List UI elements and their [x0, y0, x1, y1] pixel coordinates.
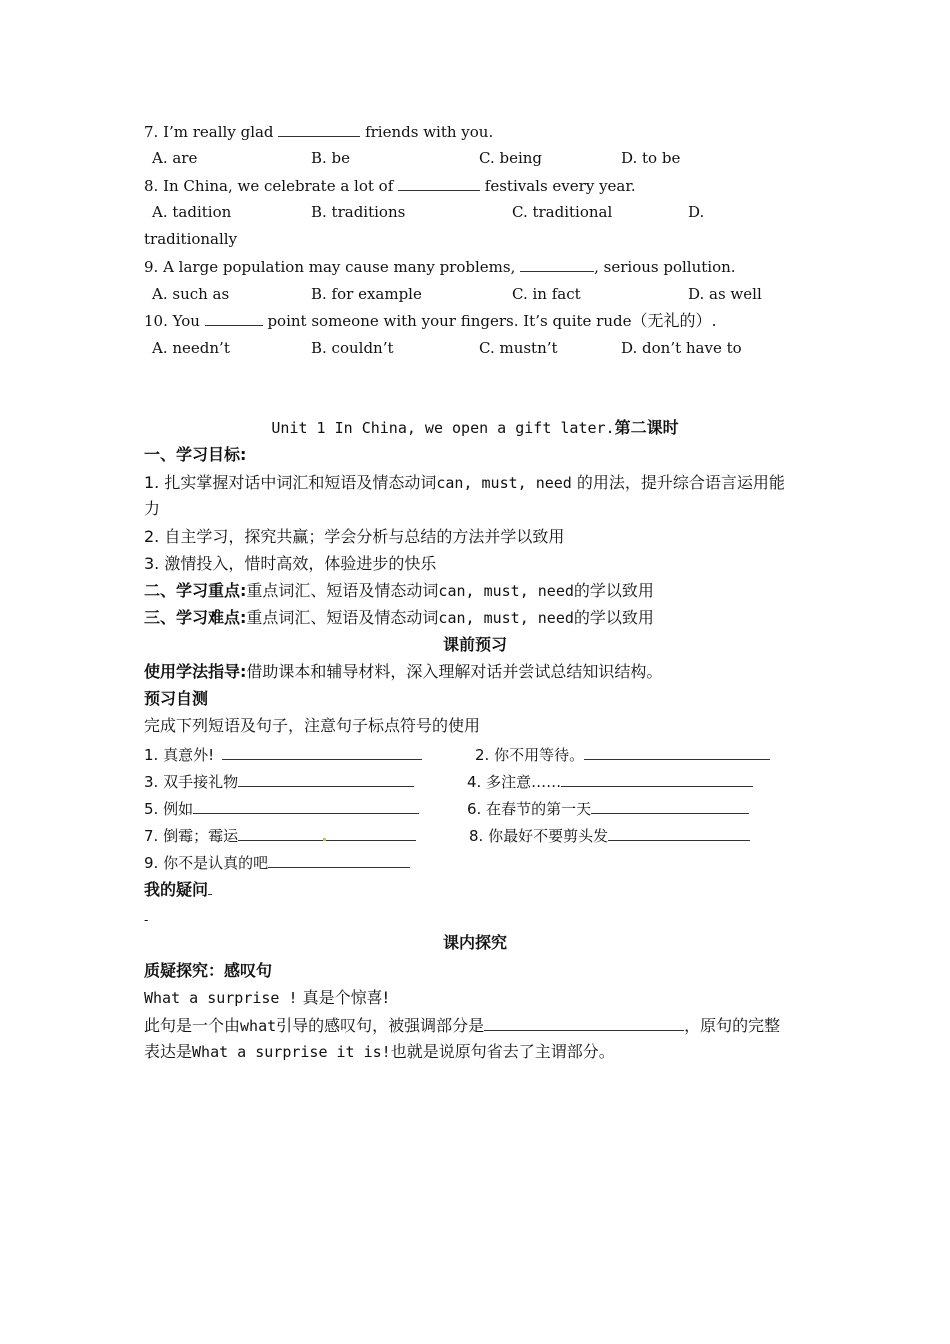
- option-d: D. don’t have to: [621, 339, 742, 357]
- explanation-text: 此句是一个由: [144, 1016, 241, 1035]
- option-b: B. couldn’t: [311, 339, 394, 357]
- preview-item-text: 6. 在春节的第一天: [467, 800, 592, 818]
- explanation-en: What a surprise it is!: [192, 1043, 391, 1061]
- goal-item-1-en: can, must, need: [436, 474, 572, 492]
- goal-item-1-text: 1. 扎实掌握对话中词汇和短语及情态动词: [144, 473, 437, 492]
- question-8-text: 8. In China, we celebrate a lot of: [144, 177, 399, 195]
- preview-item-1: [144, 744, 422, 765]
- option-d: D. to be: [621, 149, 681, 167]
- method-guide-text: 借助课本和辅导材料，深入理解对话并尝试总结知识结构。: [246, 662, 663, 681]
- answer-blank[interactable]: [193, 798, 419, 814]
- self-test-instruction: 完成下列短语及句子，注意句子标点符号的使用: [144, 716, 481, 735]
- preview-item-2: [475, 744, 770, 765]
- question-9-text: 9. A large population may cause many problems,: [144, 258, 521, 276]
- option-c: C. mustn’t: [479, 339, 558, 357]
- my-questions-heading: [144, 879, 212, 900]
- question-10-cn-note: （无礼的）.: [631, 311, 717, 330]
- difficulties-text-end: 的学以致用: [573, 608, 654, 627]
- explanation-text: 表达是: [144, 1042, 193, 1061]
- option-a: A. needn’t: [152, 339, 230, 357]
- answer-blank[interactable]: [484, 1015, 684, 1031]
- explanation-text-end: ，原句的完整: [684, 1016, 781, 1035]
- preview-item-3: [144, 771, 414, 792]
- answer-blank[interactable]: [268, 852, 410, 868]
- preview-item-text: 5. 例如: [144, 800, 194, 818]
- answer-blank[interactable]: [584, 744, 770, 760]
- explanation-en: what: [240, 1017, 277, 1035]
- difficulties-label: 三、学习难点:: [144, 608, 247, 627]
- goal-item-2: 2. 自主学习，探究共赢；学会分析与总结的方法并学以致用: [144, 527, 565, 546]
- stray-mark: [323, 838, 326, 841]
- option-d-continued: traditionally: [144, 230, 238, 248]
- question-8: [144, 175, 636, 196]
- method-guide-label: 使用学法指导:: [144, 662, 247, 681]
- goal-item-1-text-end: 的用法，提升综合语言运用能: [571, 473, 785, 492]
- explanation-text-end: 也就是说原句省去了主谓部分。: [390, 1042, 615, 1061]
- unit-title-cn: 第二课时: [614, 418, 679, 437]
- unit-title: [144, 418, 806, 438]
- explore-heading: 课内探究: [442, 933, 507, 952]
- preview-item-8: [469, 825, 750, 846]
- method-guide: [144, 662, 662, 682]
- option-b: B. be: [311, 149, 351, 167]
- question-10: [144, 310, 717, 331]
- unit-title-en: Unit 1 In China, we open a gift later.: [271, 419, 615, 437]
- self-test-heading: 预习自测: [144, 689, 209, 708]
- goals-heading: 一、学习目标:: [144, 445, 247, 464]
- answer-blank[interactable]: [278, 121, 360, 137]
- goal-item-1: [144, 473, 785, 493]
- preview-item-text: 7. 倒霉；霉运: [144, 827, 239, 845]
- preview-item-text: 8. 你最好不要剪头发: [469, 827, 609, 845]
- question-10-text-end: point someone with your fingers. It’s quite rude: [262, 312, 632, 330]
- explanation-line-1: [144, 1015, 780, 1036]
- answer-blank[interactable]: [591, 798, 749, 814]
- question-7-text: 7. I’m really glad: [144, 123, 279, 141]
- goal-item-1-continued: 力: [144, 499, 161, 518]
- explore-subheading: 质疑探究：感叹句: [144, 961, 273, 980]
- preview-item-text: 9. 你不是认真的吧: [144, 854, 269, 872]
- my-questions-label: 我的疑问: [144, 880, 209, 899]
- answer-blank[interactable]: [208, 879, 212, 895]
- example-sentence-cn: 真是个惊喜!: [297, 988, 390, 1007]
- difficulties-en: can, must, need: [438, 609, 574, 627]
- preview-item-6: [467, 798, 749, 819]
- question-10-text: 10. You: [144, 312, 205, 330]
- preview-item-text: 2. 你不用等待。: [475, 746, 585, 764]
- preview-item-text: 1. 真意外!: [144, 746, 215, 764]
- goal-item-3: 3. 激情投入，惜时高效，体验进步的快乐: [144, 554, 437, 573]
- option-a: A. tadition: [152, 203, 232, 221]
- answer-blank[interactable]: [222, 744, 422, 760]
- explanation-line-2: [144, 1042, 615, 1062]
- preview-item-text: 4. 多注意……: [467, 773, 562, 791]
- question-7-text-end: friends with you.: [360, 123, 494, 141]
- difficulties-text: 重点词汇、短语及情态动词: [246, 608, 439, 627]
- option-c: C. traditional: [512, 203, 613, 221]
- preview-item-5: [144, 798, 419, 819]
- key-points-text: 重点词汇、短语及情态动词: [246, 581, 439, 600]
- option-a: A. such as: [152, 285, 230, 303]
- preview-heading: 课前预习: [442, 635, 507, 654]
- question-8-text-end: festivals every year.: [480, 177, 636, 195]
- preview-item-7: [144, 825, 416, 846]
- option-a: A. are: [152, 149, 198, 167]
- answer-blank[interactable]: [205, 310, 263, 326]
- answer-blank[interactable]: [238, 825, 416, 841]
- preview-item-9: [144, 852, 410, 873]
- option-c: C. in fact: [512, 285, 581, 303]
- example-sentence: [144, 988, 389, 1008]
- preview-item-4: [467, 771, 753, 792]
- preview-item-text: 3. 双手接礼物: [144, 773, 239, 791]
- key-points: [144, 581, 654, 601]
- answer-blank[interactable]: [238, 771, 414, 787]
- difficulties: [144, 608, 654, 628]
- key-points-text-end: 的学以致用: [573, 581, 654, 600]
- answer-blank[interactable]: [520, 256, 594, 272]
- option-d: D. as well: [688, 285, 762, 303]
- question-7: [144, 121, 493, 142]
- key-points-label: 二、学习重点:: [144, 581, 247, 600]
- option-b: B. for example: [311, 285, 422, 303]
- option-d: D.: [688, 203, 705, 221]
- answer-blank[interactable]: [561, 771, 753, 787]
- example-sentence-en: What a surprise !: [144, 989, 298, 1007]
- key-points-en: can, must, need: [438, 582, 574, 600]
- question-9: [144, 256, 736, 277]
- explanation-text-mid: 引导的感叹句，被强调部分是: [276, 1016, 485, 1035]
- question-9-text-end: , serious pollution.: [594, 258, 736, 276]
- answer-blank[interactable]: [398, 175, 480, 191]
- answer-blank[interactable]: [608, 825, 750, 841]
- dash-mark: -: [144, 913, 149, 928]
- option-b: B. traditions: [311, 203, 406, 221]
- option-c: C. being: [479, 149, 543, 167]
